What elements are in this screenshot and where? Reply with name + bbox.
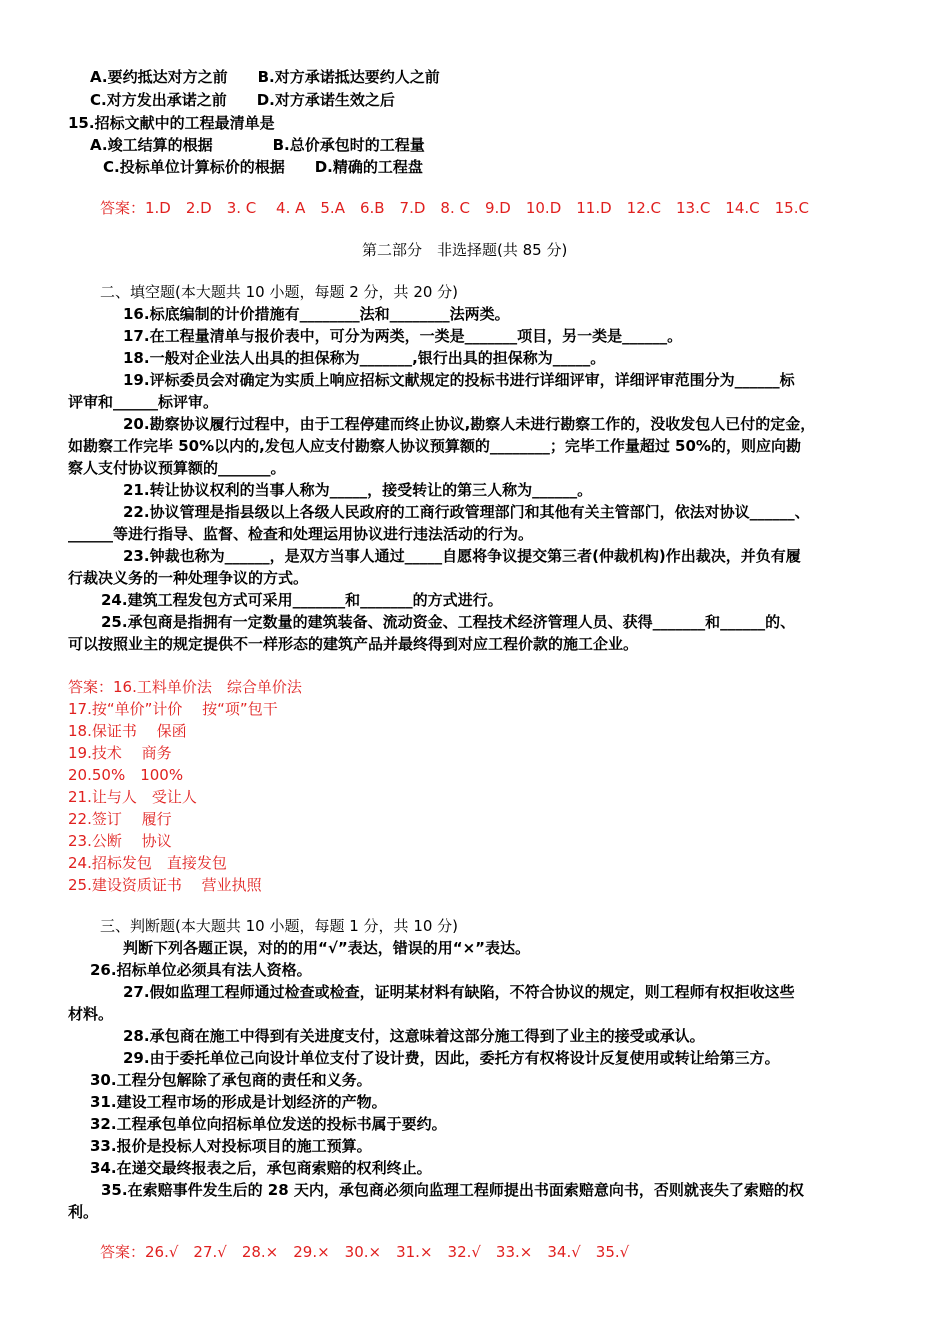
q25-line1: 25.承包商是指拥有一定数量的建筑装备、流动资金、工程技术经济管理人员、获得_______和______的、 <box>101 613 796 631</box>
fill-answer-18: 18.保证书 保函 <box>68 722 187 740</box>
q29: 29.由于委托单位己向设计单位支付了设计费，因此，委托方有权将设计反复使用或转让给第三方。 <box>123 1049 780 1067</box>
q23-line1: 23.钟裁也称为______，是双方当事人通过_____自愿将争议提交第三者(仲裁机构)作出裁决，并负有履 <box>123 547 801 565</box>
q22-line1: 22.协议管理是指县级以上各级人民政府的工商行政管理部门和其他有关主管部门，依法对协议______、 <box>123 503 810 521</box>
q30: 30.工程分包解除了承包商的责任和义务。 <box>90 1071 372 1089</box>
q19-line2: 评审和______标评审。 <box>68 393 219 411</box>
q27-line2: 材料。 <box>68 1005 114 1023</box>
q34: 34.在递交最终报表之后，承包商索赔的权利终止。 <box>90 1159 432 1177</box>
q20-line3: 察人支付协议预算额的_______。 <box>68 459 286 477</box>
fill-answer-21: 21.让与人 受让人 <box>68 788 197 806</box>
q35-line1: 35.在索赔事件发生后的 28 天内，承包商必须向监理工程师提出书面索赔意向书，否则就丧失了索赔的权 <box>101 1181 804 1199</box>
part1-answers: 答案：1.D 2.D 3. C 4. A 5.A 6.B 7.D 8. C 9.D 10.D 11.D 12.C 13.C 14.C 15.C <box>100 199 809 217</box>
q24: 24.建筑工程发包方式可采用_______和_______的方式进行。 <box>101 591 503 609</box>
q33: 33.报价是投标人对投标项目的施工预算。 <box>90 1137 372 1155</box>
fill-answer-17: 17.按“单价”计价 按“项”包干 <box>68 700 278 718</box>
q22-line2: ______等进行指导、监督、检查和处理运用协议进行违法活动的行为。 <box>68 525 534 543</box>
fill-answer-16: 答案：16.工料单价法 综合单价法 <box>68 678 302 696</box>
judge-answers: 答案：26.√ 27.√ 28.× 29.× 30.× 31.× 32.√ 33.× 34.√ 35.√ <box>100 1243 630 1261</box>
q18: 18.一般对企业法人出具的担保称为_______,银行出具的担保称为_____。 <box>123 349 606 367</box>
fill-answer-25: 25.建设资质证书 营业执照 <box>68 876 262 894</box>
q23-line2: 行裁决义务的一种处理争议的方式。 <box>68 569 309 587</box>
q14-options-ab: A.要约抵达对方之前 B.对方承诺抵达要约人之前 <box>90 68 440 86</box>
q19-line1: 19.评标委员会对确定为实质上响应招标文献规定的投标书进行详细评审，详细评审范围分为______标 <box>123 371 795 389</box>
q21: 21.转让协议权利的当事人称为_____，接受转让的第三人称为______。 <box>123 481 593 499</box>
part2-title: 第二部分 非选择题(共 85 分) <box>362 241 568 259</box>
q27-line1: 27.假如监理工程师通过检查或检查，证明某材料有缺陷，不符合协议的规定，则工程师有权拒收这些 <box>123 983 795 1001</box>
q28: 28.承包商在施工中得到有关进度支付，这意味着这部分施工得到了业主的接受或承认。 <box>123 1027 705 1045</box>
q14-options-cd: C.对方发出承诺之前 D.对方承诺生效之后 <box>90 91 395 109</box>
fill-answer-20: 20.50% 100% <box>68 766 184 784</box>
q25-line2: 可以按照业主的规定提供不一样形态的建筑产品并最终得到对应工程价款的施工企业。 <box>68 635 639 653</box>
fill-answer-22: 22.签订 履行 <box>68 810 172 828</box>
q26: 26.招标单位必须具有法人资格。 <box>90 961 312 979</box>
q20-line1: 20.勘察协议履行过程中，由于工程停建而终止协议,勘察人未进行勘察工作的，没收发包人已付的定金， <box>123 415 816 433</box>
judge-instruction: 判断下列各题正误，对的的用“√”表达，错误的用“×”表达。 <box>123 939 531 957</box>
q17: 17.在工程量清单与报价表中，可分为两类，一类是_______项目，另一类是______。 <box>123 327 683 345</box>
q20-line2: 如勘察工作完毕 50%以内的,发包人应支付勘察人协议预算额的________；完毕工作量超过 50%的，则应向勘 <box>68 437 801 455</box>
fill-answer-23: 23.公断 协议 <box>68 832 172 850</box>
q32: 32.工程承包单位向招标单位发送的投标书属于要约。 <box>90 1115 447 1133</box>
q15-stem: 15.招标文献中的工程最清单是 <box>68 114 275 132</box>
q15-options-ab: A.竣工结算的根据 B.总价承包时的工程量 <box>90 136 425 154</box>
judge-section-header: 三、判断题(本大题共 10 小题，每题 1 分，共 10 分) <box>100 917 459 935</box>
q31: 31.建设工程市场的形成是计划经济的产物。 <box>90 1093 387 1111</box>
fill-answer-19: 19.技术 商务 <box>68 744 172 762</box>
q15-options-cd: C.投标单位计算标价的根据 D.精确的工程盘 <box>103 158 423 176</box>
fill-answer-24: 24.招标发包 直接发包 <box>68 854 227 872</box>
q16: 16.标底编制的计价措施有________法和________法两类。 <box>123 305 510 323</box>
q35-line2: 利。 <box>68 1203 99 1221</box>
fill-section-header: 二、填空题(本大题共 10 小题，每题 2 分，共 20 分) <box>100 283 459 301</box>
